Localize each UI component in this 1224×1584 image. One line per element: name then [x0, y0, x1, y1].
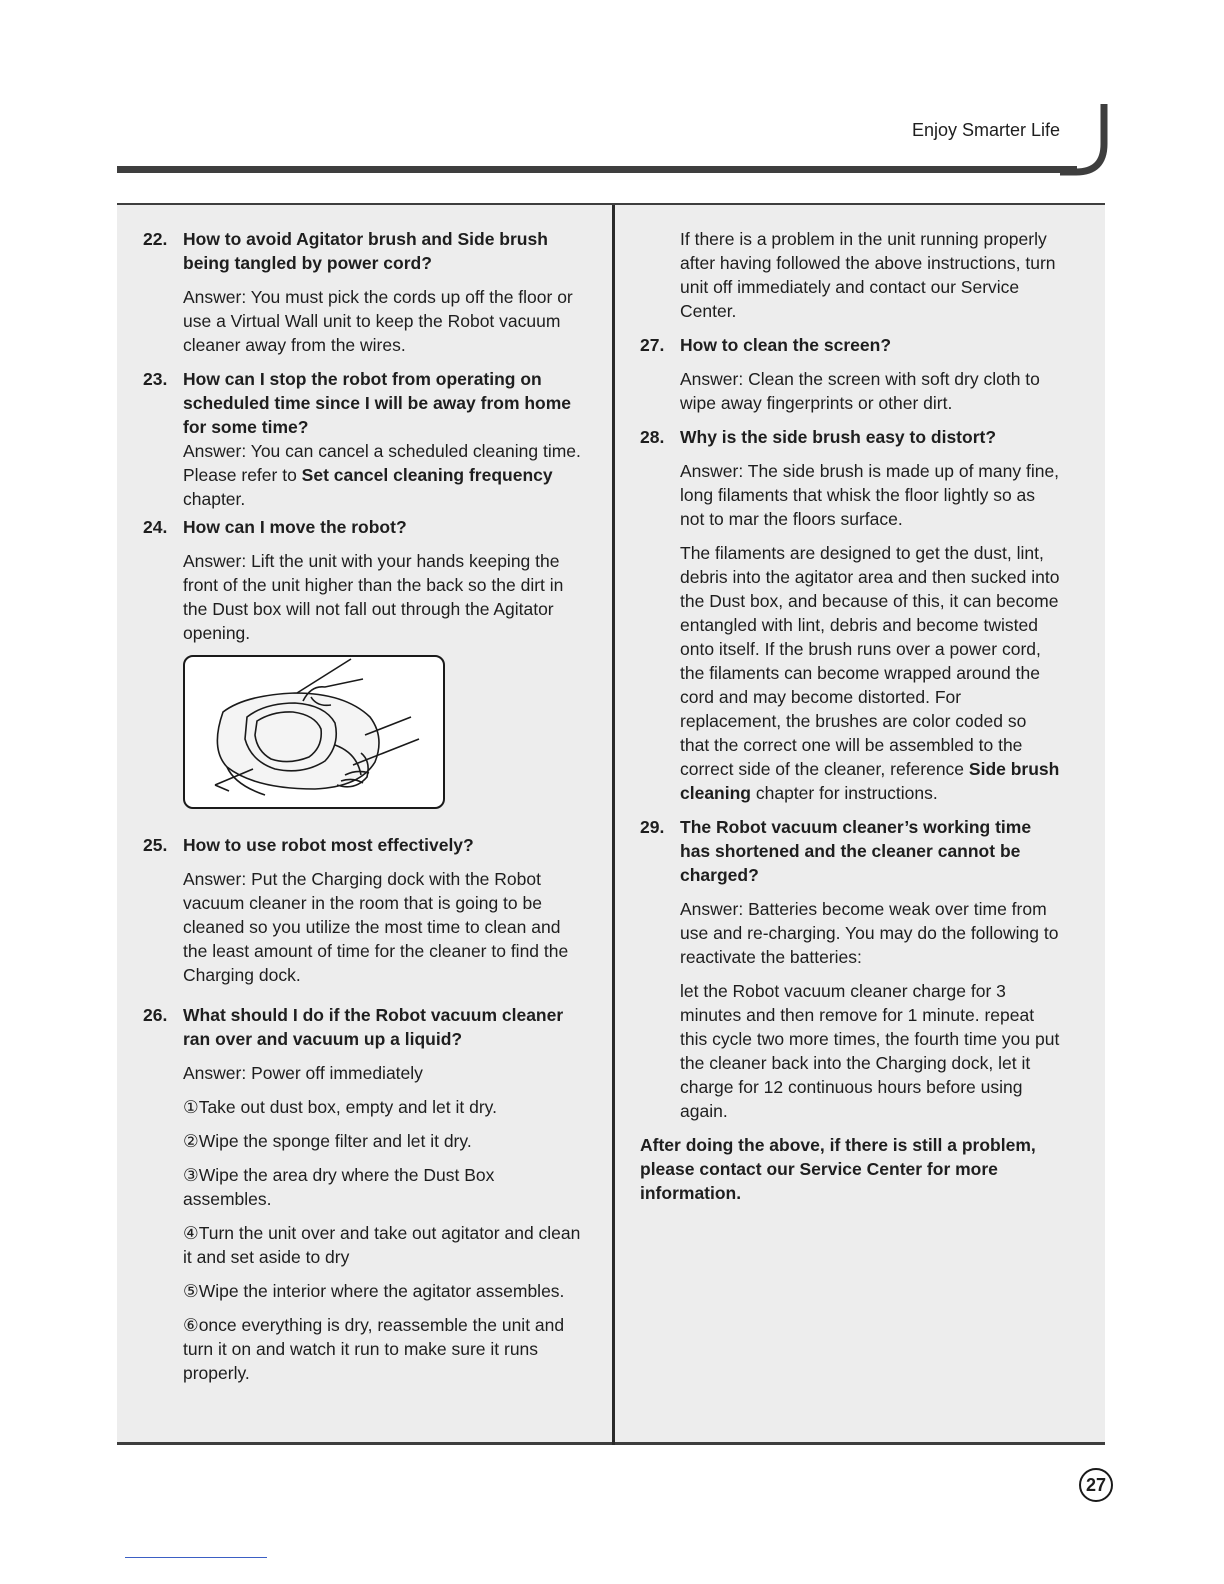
question-text: What should I do if the Robot vacuum cleaner ran over and vacuum up a liquid?	[183, 1005, 564, 1049]
answer-26-continued: If there is a problem in the unit running properly after having followed the above instructions, turn unit off immediately and contact our Service Center.	[680, 229, 1056, 321]
question-text: How to avoid Agitator brush and Side brush being tangled by power cord?	[183, 229, 548, 273]
question-number: 25.	[143, 835, 168, 855]
header-rule	[117, 166, 1077, 173]
answer-29: Answer: Batteries become weak over time from use and re-charging. You may do the following to reactivate the batteries:	[680, 899, 1059, 967]
detail-text-end: chapter for instructions.	[751, 783, 938, 803]
question-text: How to clean the screen?	[680, 335, 892, 355]
closing-note: After doing the above, if there is still a problem, please contact our Service Center for more information.	[640, 1135, 1036, 1203]
column-divider	[612, 205, 615, 1445]
answer-28: Answer: The side brush is made up of many fine, long filaments that whisk the floor lightly so as not to mar the floors surface.	[680, 461, 1060, 529]
hands-lifting-robot-icon	[185, 657, 443, 807]
step-6: ⑥once everything is dry, reassemble the unit and turn it on and watch it run to make sure it runs properly.	[183, 1315, 565, 1383]
step-4: ④Turn the unit over and take out agitator and clean it and set aside to dry	[183, 1223, 581, 1267]
detail-text: The filaments are designed to get the dust, lint, debris into the agitator area and then sucked into the Dust box, and because of this, it can become entangled with lint, debris and become twisted onto itself. If the brush runs over a power cord, the filaments can become wrapped around the cord and may become distorted. For replacement, the brushes are color coded so that the correct one will be assembled to the correct side of the cleaner, reference	[680, 543, 1060, 779]
answer-24: Answer: Lift the unit with your hands keeping the front of the unit higher than the back so the dirt in the Dust box will not fall out through the Agitator opening.	[183, 551, 564, 643]
question-29	[640, 815, 1060, 887]
question-26	[143, 1003, 583, 1051]
right-column	[640, 227, 1060, 1205]
step-3: ③Wipe the area dry where the Dust Box assembles.	[183, 1165, 495, 1209]
header-corner-curve	[1060, 104, 1112, 176]
answer-29-detail: let the Robot vacuum cleaner charge for 3 minutes and then remove for 1 minute. repeat this cycle two more times, the fourth time you put the cleaner back into the Charging dock, let it charge for 12 continuous hours before using again.	[680, 981, 1060, 1121]
answer-text: Answer: You can cancel a scheduled cleaning time. Please refer to	[183, 441, 581, 485]
question-24	[143, 515, 583, 539]
question-number: 26.	[143, 1005, 168, 1025]
left-column	[143, 227, 583, 1395]
answer-25: Answer: Put the Charging dock with the Robot vacuum cleaner in the room that is going to be cleaned so you utilize the most time to clean and the least amount of time for the cleaner to find the Charging dock.	[183, 869, 569, 985]
question-23	[143, 367, 583, 439]
question-number: 22.	[143, 229, 168, 249]
robot-lift-illustration	[183, 655, 445, 809]
header-tagline: Enjoy Smarter Life	[911, 120, 1060, 140]
step-5: ⑤Wipe the interior where the agitator assembles.	[183, 1281, 565, 1301]
question-text: How to use robot most effectively?	[183, 835, 474, 855]
question-number: 29.	[640, 817, 665, 837]
answer-28-detail	[680, 541, 1060, 805]
answer-23	[183, 439, 583, 511]
question-text: Why is the side brush easy to distort?	[680, 427, 997, 447]
question-25	[143, 833, 583, 857]
question-number: 28.	[640, 427, 665, 447]
question-22	[143, 227, 583, 275]
answer-27: Answer: Clean the screen with soft dry cloth to wipe away fingerprints or other dirt.	[680, 369, 1040, 413]
question-28	[640, 425, 1060, 449]
step-2: ②Wipe the sponge filter and let it dry.	[183, 1131, 472, 1151]
answer-22: Answer: You must pick the cords up off the floor or use a Virtual Wall unit to keep the Robot vacuum cleaner away from the wires.	[183, 287, 573, 355]
step-1: ①Take out dust box, empty and let it dry.	[183, 1097, 497, 1117]
question-text: The Robot vacuum cleaner’s working time has shortened and the cleaner cannot be charged?	[680, 817, 1032, 885]
answer-text-end: chapter.	[183, 489, 246, 509]
question-number: 24.	[143, 517, 168, 537]
footer-link-underline	[125, 1557, 267, 1558]
answer-26: Answer: Power off immediately	[183, 1063, 423, 1083]
question-number: 23.	[143, 369, 168, 389]
page-number: 27	[1079, 1468, 1113, 1502]
question-text: How can I move the robot?	[183, 517, 407, 537]
chapter-reference: Side brush cleaning	[680, 759, 1060, 803]
question-27	[640, 333, 1060, 357]
chapter-reference: Set cancel cleaning frequency	[301, 465, 553, 485]
question-text: How can I stop the robot from operating on scheduled time since I will be away from home for some time?	[183, 369, 572, 437]
question-number: 27.	[640, 335, 665, 355]
